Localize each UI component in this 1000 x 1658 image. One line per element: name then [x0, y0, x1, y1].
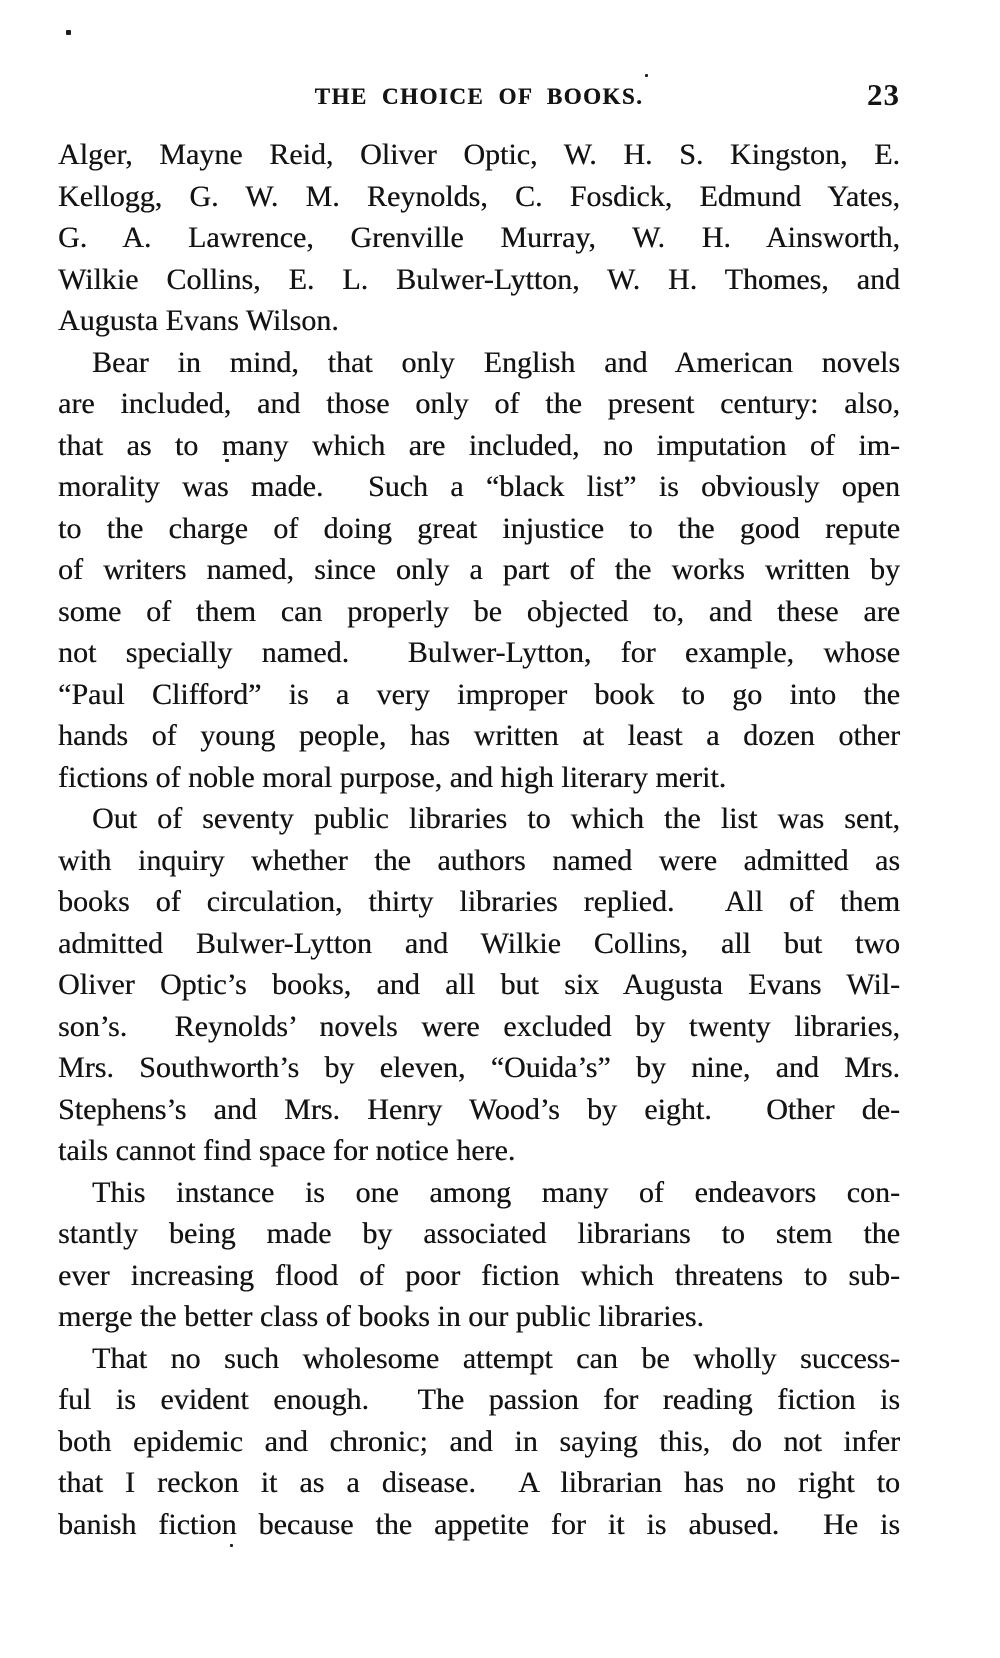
- text-line: Wilkie Collins, E. L. Bulwer-Lytton, W. H. Thomes, and: [58, 262, 900, 296]
- text-line: of writers named, since only a part of the works written by: [58, 553, 900, 586]
- text-line: are included, and those only of the present century: also,: [58, 387, 900, 420]
- text-line: Out of seventy public libraries to which the list was sent,: [92, 802, 900, 835]
- text-line: merge the better class of books in our public libraries.: [58, 1300, 704, 1333]
- text-line: both epidemic and chronic; and in saying this, do not infer: [58, 1424, 900, 1458]
- text-line: “Paul Clifford” is a very improper book to go into the: [58, 677, 900, 711]
- text-line: Mrs. Southworth’s by eleven, “Ouida’s” by nine, and Mrs.: [58, 1051, 900, 1084]
- text-line: hands of young people, has written at least a dozen other: [58, 719, 900, 752]
- text-line: G. A. Lawrence, Grenville Murray, W. H. Ainsworth,: [58, 221, 900, 254]
- text-line: that I reckon it as a disease. A librarian has no right to: [58, 1466, 900, 1499]
- text-line: morality was made. Such a “black list” is obviously open: [58, 470, 900, 503]
- text-line: not specially named. Bulwer-Lytton, for example, whose: [58, 636, 900, 669]
- text-line: fictions of noble moral purpose, and high literary merit.: [58, 760, 727, 794]
- text-line: That no such wholesome attempt can be wholly success-: [92, 1341, 900, 1375]
- text-line: some of them can properly be objected to, and these are: [58, 594, 900, 628]
- running-head-title: THE CHOICE OF BOOKS.: [314, 84, 644, 109]
- text-line: with inquiry whether the authors named were admitted as: [58, 843, 900, 877]
- text-line: Bear in mind, that only English and American novels: [92, 345, 900, 379]
- text-line: Augusta Evans Wilson.: [58, 304, 339, 337]
- text-line: admitted Bulwer-Lytton and Wilkie Collins, all but two: [58, 926, 900, 960]
- text-line: books of circulation, thirty libraries replied. All of them: [58, 885, 900, 918]
- text-line: ful is evident enough. The passion for reading fiction is: [58, 1383, 900, 1416]
- text-line: stantly being made by associated librarians to stem the: [58, 1217, 900, 1250]
- page-number: 23: [867, 77, 900, 112]
- text-line: ever increasing flood of poor fiction which threatens to sub-: [58, 1258, 900, 1292]
- text-line: banish fiction because the appetite for it is abused. He is: [58, 1507, 900, 1541]
- text-line: Alger, Mayne Reid, Oliver Optic, W. H. S. Kingston, E.: [58, 138, 900, 171]
- text-line: Kellogg, G. W. M. Reynolds, C. Fosdick, Edmund Yates,: [58, 179, 900, 213]
- text-line: that as to many which are included, no imputation of im-: [58, 428, 900, 462]
- scan-speck: [66, 30, 71, 35]
- text-block: [58, 134, 900, 1545]
- text-line: This instance is one among many of endeavors con-: [92, 1175, 900, 1209]
- scan-speck: [645, 74, 648, 77]
- page-header: [58, 77, 900, 124]
- text-line: tails cannot find space for notice here.: [58, 1134, 516, 1167]
- text-line: son’s. Reynolds’ novels were excluded by twenty libraries,: [58, 1009, 900, 1043]
- text-line: to the charge of doing great injustice to the good repute: [58, 511, 900, 545]
- text-line: Stephens’s and Mrs. Henry Wood’s by eight. Other de-: [58, 1092, 900, 1126]
- text-line: Oliver Optic’s books, and all but six Augusta Evans Wil-: [58, 968, 900, 1001]
